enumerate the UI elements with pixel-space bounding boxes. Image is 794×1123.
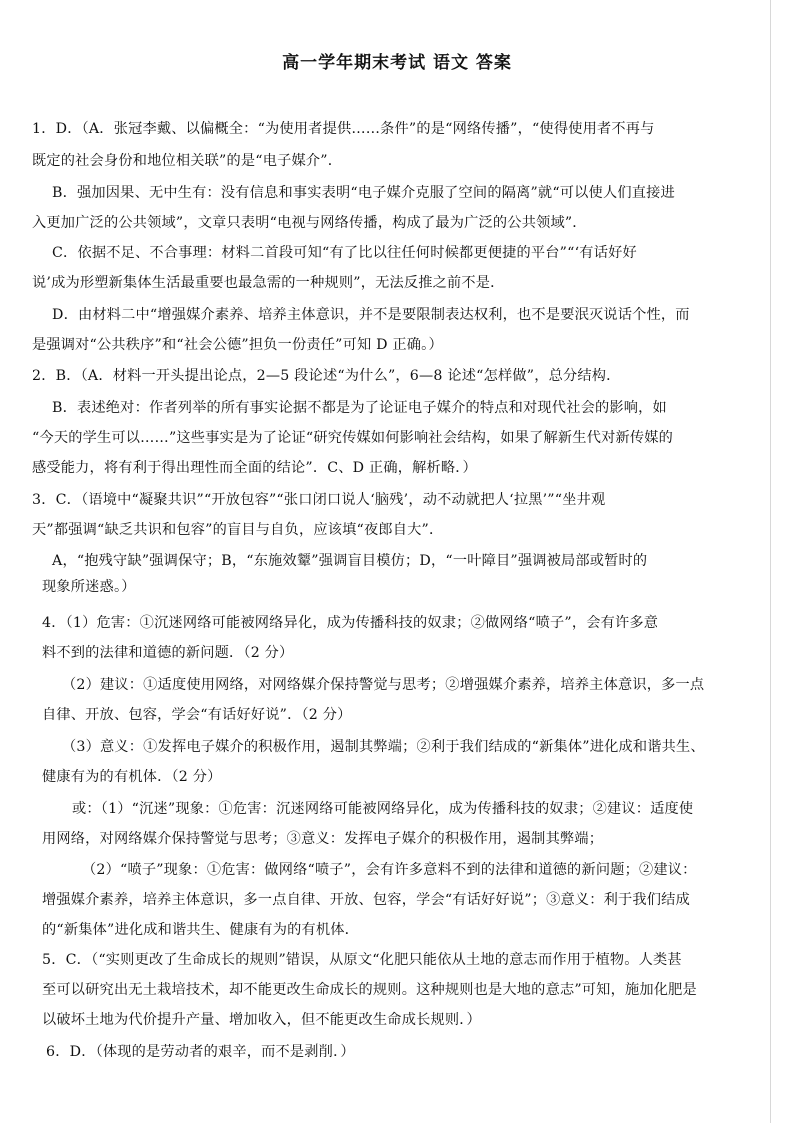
answer-3-line-3: A，“抱残守缺”强调保守；B，“东施效颦”强调盲目模仿；D，“一叶障目”强调被局部或暂时的 (52, 553, 648, 569)
answer-2-line-3: “今天的学生可以……”这些事实是为了论证“研究传媒如何影响社会结构，如果了解新生代对新传媒的 (32, 430, 674, 446)
answer-2-line-1: 2．B．（A．材料一开头提出论点，2—5 段论述“为什么”，6—8 论述“怎样做”，总分结构． (32, 368, 621, 384)
page-title: 高一学年期末考试 语文 答案 (282, 53, 512, 73)
answer-4-line-10: 增强媒介素养，培养主体意识，多一点自律、开放、包容，学会“有话好好说”；③意义：利于我们结成 (42, 892, 690, 908)
answer-1-line-7: D．由材料二中“增强媒介素养、培养主体意识，并不是要限制表达权利，也不是要泯灭说话个性，而 (52, 307, 690, 323)
answer-4-line-7: 或：（1）“沉迷”现象：①危害：沉迷网络可能被网络异化，成为传播科技的奴隶；②建议：适度使 (72, 801, 694, 817)
answer-3-line-4: 现象所迷惑。） (42, 579, 136, 595)
answer-1-line-1: 1．D．（A．张冠李戴、以偏概全：“为使用者提供……条件”的是“网络传播”，“使得使用者不再与 (32, 121, 655, 137)
answer-4-line-4: 自律、开放、包容，学会“有话好好说”．（2 分） (42, 707, 352, 723)
answer-4-line-9: （2）“喷子”现象：①危害：做网络“喷子”，会有许多意料不到的法律和道德的新问题；②建议： (82, 862, 697, 878)
answer-1-line-4: 入更加广泛的公共领域”，文章只表明“电视与网络传播，构成了最为广泛的公共领域”． (32, 215, 587, 231)
answer-3-line-1: 3．C．（语境中“凝聚共识”“开放包容”“张口闭口说人‘脑残’，动不动就把人‘拉黑’”“坐井观 (32, 492, 606, 508)
answer-1-line-3: B．强加因果、无中生有：没有信息和事实表明“电子媒介克服了空间的隔离”就“可以使人们直接进 (52, 185, 675, 201)
answer-4-line-6: 健康有为的有机体．（2 分） (42, 769, 222, 785)
answer-1-line-6: 说’成为形塑新集体生活最重要也最急需的一种规则”，无法反推之前不是． (32, 275, 505, 291)
answer-1-line-2: 既定的社会身份和地位相关联”的是“电子媒介”． (32, 153, 343, 169)
answer-4-line-3: （2）建议：①适度使用网络，对网络媒介保持警觉与思考；②增强媒介素养，培养主体意识，多一点 (62, 677, 705, 693)
answer-1-line-8: 是强调对“公共秩序”和“社会公德”担负一份责任”可知 D 正确。） (32, 337, 443, 353)
answer-2-line-4: 感受能力，将有利于得出理性而全面的结论”．C、D 正确，解析略．） (32, 460, 477, 476)
answer-4-line-2: 料不到的法律和道德的新问题．（2 分） (42, 645, 294, 661)
answer-5-line-3: 以破坏土地为代价提升产量、增加收入，但不能更改生命成长规则．） (42, 1012, 481, 1028)
answer-3-line-2: 天”都强调“缺乏共识和包容”的盲目与自负，应该填“夜郎自大”． (32, 522, 444, 538)
answer-4-line-1: 4．（1）危害：①沉迷网络可能被网络异化，成为传播科技的奴隶；②做网络“喷子”，会有许多意 (42, 615, 659, 631)
answer-4-line-8: 用网络，对网络媒介保持警觉与思考；③意义：发挥电子媒介的积极作用，遏制其弊端； (42, 831, 604, 847)
answer-1-line-5: C．依据不足、不合事理：材料二首段可知“有了比以往任何时候都更便捷的平台”“‘有话好好 (52, 245, 637, 261)
answer-4-line-5: （3）意义：①发挥电子媒介的积极作用，遏制其弊端；②利于我们结成的“新集体”进化成和谐共生、 (62, 739, 705, 755)
answer-2-line-2: B．表述绝对：作者列举的所有事实论据不都是为了论证电子媒介的特点和对现代社会的影响，如 (52, 400, 667, 416)
answer-4-line-11: 的“新集体”进化成和谐共生、健康有为的有机体． (42, 922, 360, 938)
answer-5-line-2: 至可以研究出无土栽培技术，却不能更改生命成长的规则。这种规则也是大地的意志”可知，施加化肥是 (42, 982, 697, 998)
page-edge-divider (770, 0, 771, 1123)
answer-6-line-1: 6．D．（体现的是劳动者的艰辛，而不是剥削．） (46, 1044, 355, 1060)
answer-5-line-1: 5．C．（“实则更改了生命成长的规则”错误，从原文“化肥只能依从土地的意志而作用于植物。人类甚 (42, 952, 682, 968)
